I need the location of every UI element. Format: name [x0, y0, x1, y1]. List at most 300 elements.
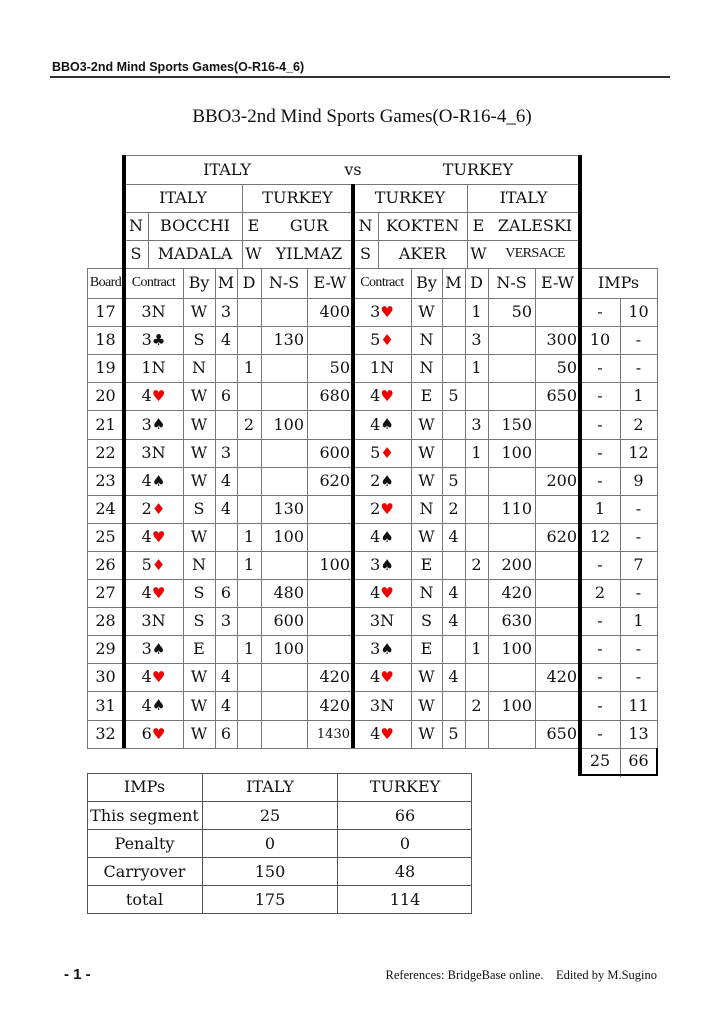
contract-room2: [353, 607, 411, 635]
down-room2: 1: [471, 443, 482, 462]
player-west: VERSACE: [505, 246, 565, 261]
made-room1: 4: [220, 499, 232, 518]
contract-room2: [353, 720, 411, 748]
summary-value: 48: [337, 857, 472, 885]
ew-score-room2: [535, 691, 580, 720]
imps-turkey: 11: [628, 695, 649, 715]
down-room1: [237, 495, 261, 523]
player-south: MADALA: [157, 244, 233, 263]
down-room2: [465, 579, 488, 607]
imps-italy: -: [597, 471, 603, 490]
suit-icon: ♠: [380, 639, 394, 658]
down-room1: 1: [243, 358, 255, 377]
declarer-room2: E: [420, 386, 433, 405]
declarer-room2: W: [418, 667, 435, 686]
contract-level: 4: [370, 386, 381, 405]
made-room2: [442, 326, 465, 354]
seat-s-label: S: [130, 244, 142, 263]
contract-level: 6: [141, 724, 152, 743]
board-number: 18: [95, 330, 116, 349]
imps-turkey: 9: [633, 471, 644, 490]
declarer-room2: W: [418, 527, 435, 546]
imps-italy: -: [597, 302, 603, 321]
summary-header-cell: IMPs: [123, 777, 166, 796]
suit-icon: ♠: [380, 415, 394, 433]
down-room2: 2: [471, 695, 482, 715]
contract-level: 2: [370, 499, 381, 518]
contract-level: 3: [370, 555, 381, 574]
ns-score-room1: [261, 382, 307, 410]
down-room1: 1: [243, 555, 255, 574]
contract-level: 4: [141, 667, 152, 686]
imps-turkey: -: [635, 330, 642, 349]
seat-e-label: E: [247, 216, 260, 235]
ns-score-room2: [488, 382, 535, 410]
contract-room2: [353, 410, 411, 439]
col-by-header: By: [416, 273, 437, 292]
contract-room1: [124, 467, 183, 495]
suit-icon: ♠: [151, 696, 166, 714]
down-room1: [237, 326, 261, 354]
declarer-room2: W: [418, 414, 435, 434]
imps-turkey: -: [635, 583, 642, 602]
made-room1: 6: [220, 386, 232, 405]
ns-score-room2: [488, 663, 535, 691]
imps-italy: -: [597, 386, 603, 405]
declarer-room1: N: [192, 555, 206, 574]
contract-room1: [124, 691, 183, 720]
contract-level: 4: [370, 527, 381, 546]
match-away-team: TURKEY: [442, 159, 514, 179]
ns-score-room2: [488, 467, 535, 495]
imps-italy: 2: [594, 583, 606, 602]
declarer-room1: W: [190, 443, 208, 462]
contract-room2: [353, 298, 411, 326]
down-room2: [465, 382, 488, 410]
ew-score-room2: 300: [546, 330, 577, 349]
contract-level: 4: [141, 386, 152, 405]
imps-italy: -: [597, 414, 603, 434]
declarer-room2: N: [419, 330, 434, 349]
declarer-room2: W: [418, 695, 435, 715]
contract-room2: [353, 635, 411, 663]
contract-level: 2: [141, 499, 152, 518]
player-north: BOCCHI: [160, 216, 230, 235]
imps-italy: 12: [589, 527, 611, 546]
contract-room2: [353, 354, 411, 382]
made-room1: [215, 635, 237, 663]
suit-icon: ♥: [151, 386, 166, 405]
made-room1: [215, 523, 237, 551]
contract-room1: [124, 410, 183, 439]
ew-score-room2: 650: [546, 386, 577, 405]
imps-turkey: 1: [633, 611, 644, 630]
board-number: 26: [95, 555, 116, 574]
down-room1: [237, 579, 261, 607]
made-room1: [215, 551, 237, 579]
room-divider: [351, 184, 355, 748]
down-room2: 1: [471, 639, 482, 658]
suit-icon: ♥: [380, 302, 394, 321]
ew-score-room1: [307, 523, 353, 551]
ns-score-room2: [488, 326, 535, 354]
contract-level: 4: [370, 583, 381, 602]
ns-score-room2: 150: [501, 414, 532, 434]
board-number: 30: [95, 667, 116, 686]
made-room2: [442, 635, 465, 663]
ns-score-room2: 110: [501, 499, 532, 518]
contract-room1: [124, 551, 183, 579]
down-room1: 1: [243, 639, 255, 658]
ew-score-room1: 420: [319, 667, 350, 686]
contract-level: 4: [370, 667, 381, 686]
board-number: 25: [95, 527, 116, 546]
declarer-room1: S: [193, 583, 205, 602]
contract-level: 3N: [369, 611, 395, 630]
suit-icon: ♦: [151, 555, 166, 574]
ew-score-room1: 50: [329, 358, 350, 377]
room1-ns-team: ITALY: [159, 188, 207, 207]
col-ew-header: E-W: [541, 273, 574, 292]
ns-score-room1: [261, 439, 307, 467]
grid-line: [620, 298, 621, 777]
summary-header-cell: TURKEY: [337, 773, 472, 801]
ns-score-room1: [261, 720, 307, 748]
ew-score-room1: 100: [319, 555, 350, 574]
col-ns-header: N-S: [496, 273, 527, 292]
room2-ew-team: ITALY: [499, 188, 548, 207]
made-room1: 3: [220, 443, 232, 462]
player-west: YILMAZ: [275, 244, 343, 263]
made-room1: 4: [220, 330, 232, 349]
contract-room2: [353, 523, 411, 551]
ew-score-room2: [535, 635, 580, 663]
declarer-room1: N: [192, 358, 206, 377]
contract-level: 3: [370, 302, 381, 321]
imps-italy: 1: [594, 499, 606, 518]
contract-level: 4: [141, 471, 152, 490]
declarer-room2: W: [418, 724, 435, 743]
grid-line: [87, 268, 88, 749]
ns-score-room2: 630: [501, 611, 532, 630]
grid-line: [307, 268, 308, 749]
down-room1: [237, 298, 261, 326]
ns-score-room1: [261, 691, 307, 720]
contract-level: 2: [370, 471, 381, 490]
seat-n-label: N: [358, 216, 373, 235]
grid-line: [237, 268, 238, 749]
imps-italy: -: [597, 611, 603, 630]
made-room2: [442, 410, 465, 439]
imps-turkey: 2: [633, 414, 644, 434]
summary-row-label: Penalty: [87, 829, 202, 857]
down-room2: [465, 495, 488, 523]
suit-icon: ♠: [380, 555, 394, 574]
declarer-room1: W: [190, 414, 208, 434]
ew-score-room2: 650: [546, 724, 577, 743]
imps-turkey: -: [635, 527, 642, 546]
imps-turkey: 1: [633, 386, 644, 405]
contract-room1: [124, 495, 183, 523]
imp-total-turkey: 66: [628, 751, 649, 770]
declarer-room2: S: [421, 611, 432, 630]
running-header-title: BBO3-2nd Mind Sports Games(O-R16-4_6): [52, 60, 305, 74]
grid-line: [488, 268, 489, 749]
ns-score-room2: 420: [501, 583, 532, 602]
made-room2: 4: [448, 583, 459, 602]
made-room2: 5: [448, 724, 459, 743]
made-room2: 5: [448, 471, 459, 490]
grid-line: [442, 268, 443, 749]
suit-icon: ♥: [151, 724, 166, 743]
ew-score-room1: 680: [319, 386, 350, 405]
contract-level: 4: [370, 414, 381, 434]
ew-score-room2: [535, 551, 580, 579]
ew-score-room1: [307, 607, 353, 635]
suit-icon: ♥: [380, 499, 394, 518]
declarer-room1: S: [193, 330, 205, 349]
down-room1: [237, 382, 261, 410]
down-room2: 3: [471, 330, 482, 349]
contract-level: 5: [141, 555, 152, 574]
contract-room2: [353, 691, 411, 720]
down-room2: [465, 523, 488, 551]
contract-level: 4: [141, 695, 152, 715]
declarer-room1: W: [190, 695, 208, 715]
declarer-room2: N: [419, 583, 434, 602]
room1-ew-team: TURKEY: [262, 188, 333, 207]
made-room2: 4: [448, 611, 459, 630]
declarer-room2: W: [418, 443, 435, 462]
seat-n-label: N: [129, 216, 143, 235]
down-room1: 2: [243, 414, 255, 434]
down-room1: [237, 467, 261, 495]
imps-turkey: 13: [628, 724, 649, 743]
page-number: - 1 -: [64, 966, 91, 983]
summary-value: 66: [337, 801, 472, 829]
col-by-header: By: [188, 273, 210, 292]
board-number: 19: [95, 358, 116, 377]
imps-turkey: 12: [628, 443, 649, 462]
seat-s-label: S: [360, 244, 371, 263]
contract-room2: [353, 439, 411, 467]
made-room2: 4: [448, 527, 459, 546]
match-home-team: ITALY: [203, 159, 251, 179]
suit-icon: ♥: [151, 667, 166, 686]
made-room1: 6: [220, 583, 232, 602]
ns-score-room1: 100: [273, 639, 304, 658]
contract-level: 3N: [141, 302, 166, 321]
ns-score-room1: 480: [273, 583, 304, 602]
board-number: 24: [95, 499, 116, 518]
room2-ns-team: TURKEY: [374, 188, 446, 207]
col-m-header: M: [445, 273, 462, 292]
contract-level: 3: [141, 330, 152, 349]
imps-turkey: -: [635, 667, 642, 686]
contract-level: 3: [370, 639, 381, 658]
contract-level: 3N: [369, 695, 395, 715]
suit-icon: ♠: [151, 415, 166, 433]
ns-score-room1: 100: [273, 414, 304, 434]
declarer-room1: W: [190, 667, 208, 686]
grid-line: [657, 268, 658, 749]
declarer-room2: W: [418, 302, 435, 321]
summary-row-label: This segment: [87, 801, 202, 829]
contract-room1: [124, 439, 183, 467]
made-room2: [442, 551, 465, 579]
room-divider: [578, 155, 582, 776]
contract-room1: [124, 663, 183, 691]
declarer-room2: N: [419, 358, 434, 377]
imps-turkey: 7: [633, 555, 644, 574]
down-room1: [237, 607, 261, 635]
ns-score-room2: 200: [501, 555, 532, 574]
down-room1: [237, 720, 261, 748]
player-east: ZALESKI: [497, 216, 573, 235]
declarer-room2: E: [420, 639, 433, 658]
declarer-room2: W: [418, 471, 435, 490]
ew-score-room2: [535, 579, 580, 607]
declarer-room2: E: [420, 555, 433, 574]
summary-value: 0: [337, 829, 472, 857]
made-room2: [442, 691, 465, 720]
contract-level: 4: [370, 724, 381, 743]
ns-score-room2: 100: [501, 639, 532, 658]
contract-room2: [353, 326, 411, 354]
contract-level: 5: [370, 443, 381, 462]
imps-italy: 10: [589, 330, 611, 349]
col-board-header: Board: [89, 275, 122, 290]
contract-room2: [353, 467, 411, 495]
ew-score-room2: [535, 607, 580, 635]
footer-references: References: BridgeBase online. Edited by M.Sugino: [385, 968, 657, 982]
summary-row-label: total: [87, 885, 202, 913]
suit-icon: ♠: [151, 471, 166, 490]
contract-room1: [124, 720, 183, 748]
summary-value: 0: [202, 829, 337, 857]
player-north: KOKTEN: [386, 216, 459, 235]
ew-score-room2: 620: [546, 527, 577, 546]
suit-icon: ♥: [380, 386, 394, 405]
made-room2: 2: [448, 499, 459, 518]
ns-score-room1: [261, 663, 307, 691]
ns-score-room1: 130: [273, 499, 304, 518]
suit-icon: ♠: [151, 639, 166, 658]
imps-turkey: 10: [628, 302, 649, 321]
down-room2: [465, 663, 488, 691]
suit-icon: ♥: [151, 583, 166, 602]
summary-value: 114: [337, 885, 472, 913]
contract-room2: [353, 382, 411, 410]
match-vs-label: vs: [344, 159, 362, 179]
contract-room1: [124, 354, 183, 382]
suit-icon: ♠: [380, 527, 394, 546]
down-room2: [465, 467, 488, 495]
contract-room1: [124, 382, 183, 410]
summary-value: 25: [202, 801, 337, 829]
contract-level: 1N: [141, 358, 166, 377]
summary-value: 175: [202, 885, 337, 913]
suit-icon: ♥: [380, 583, 394, 602]
contract-room1: [124, 607, 183, 635]
col-d-header: D: [242, 273, 256, 292]
board-number: 23: [95, 471, 116, 490]
contract-room1: [124, 298, 183, 326]
made-room1: 4: [220, 695, 232, 715]
suit-icon: ♥: [380, 724, 394, 743]
ns-score-room1: [261, 551, 307, 579]
ew-score-room1: 620: [319, 471, 350, 490]
imp-total-italy: 25: [589, 751, 611, 770]
col-ns-header: N-S: [268, 273, 300, 292]
imps-italy: -: [597, 639, 603, 658]
suit-icon: ♦: [380, 330, 394, 349]
col-m-header: M: [217, 273, 235, 292]
made-room1: 3: [220, 302, 232, 321]
ew-score-room1: [307, 495, 353, 523]
made-room1: 3: [220, 611, 232, 630]
made-room2: [442, 298, 465, 326]
down-room2: [465, 607, 488, 635]
ns-score-room2: [488, 354, 535, 382]
contract-room1: [124, 579, 183, 607]
made-room2: [442, 439, 465, 467]
contract-room2: [353, 495, 411, 523]
made-room2: 5: [448, 386, 459, 405]
declarer-room1: W: [190, 724, 208, 743]
ew-score-room2: [535, 298, 580, 326]
down-room2: [465, 720, 488, 748]
col-d-header: D: [470, 273, 483, 292]
seat-w-label: W: [470, 244, 487, 263]
made-room1: 4: [220, 667, 232, 686]
summary-row-label: Carryover: [87, 857, 202, 885]
ew-score-room2: [535, 439, 580, 467]
ew-score-room2: 200: [546, 471, 577, 490]
board-number: 28: [95, 611, 116, 630]
player-south: AKER: [398, 244, 447, 263]
ew-score-room1: [307, 410, 353, 439]
board-number: 27: [95, 583, 116, 602]
ew-score-room1: [307, 579, 353, 607]
ew-score-room2: 50: [556, 358, 577, 377]
contract-level: 3: [141, 639, 152, 658]
suit-icon: ♦: [380, 443, 394, 462]
down-room1: [237, 691, 261, 720]
col-ew-header: E-W: [313, 273, 347, 292]
made-room2: 4: [448, 667, 459, 686]
down-room2: 2: [471, 555, 482, 574]
down-room1: [237, 663, 261, 691]
col-contract-header: Contract: [360, 275, 404, 290]
board-number: 21: [95, 414, 116, 434]
declarer-room1: W: [190, 386, 208, 405]
made-room1: 4: [220, 471, 232, 490]
ew-score-room2: [535, 495, 580, 523]
seat-e-label: E: [472, 216, 485, 235]
board-number: 29: [95, 639, 116, 658]
ew-score-room1: 400: [319, 302, 350, 321]
down-room1: 1: [243, 527, 255, 546]
ns-score-room1: 130: [273, 330, 304, 349]
ew-score-room1: 1430: [316, 726, 350, 742]
contract-room2: [353, 663, 411, 691]
board-number: 22: [95, 443, 116, 462]
down-room2: 1: [471, 358, 482, 377]
contract-level: 3: [141, 414, 152, 434]
player-east: GUR: [289, 216, 329, 235]
suit-icon: ♣: [151, 330, 166, 349]
